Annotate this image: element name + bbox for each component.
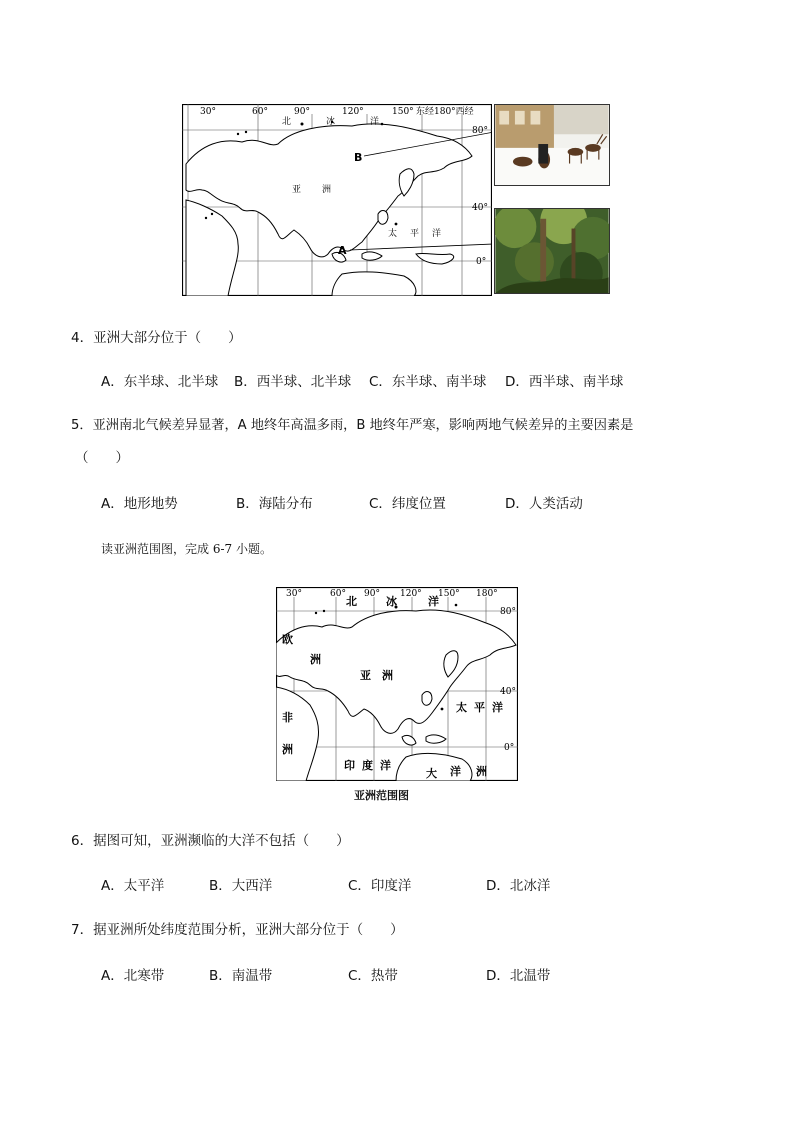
pacific-char-2: 平 [410, 229, 420, 239]
m2-pacific-3: 洋 [492, 701, 503, 714]
q6-option-d[interactable]: D．北冰洋 [486, 878, 551, 894]
q7-option-d[interactable]: D．北温带 [486, 968, 551, 984]
m2-europe-2: 洲 [310, 653, 321, 666]
m2-europe-1: 欧 [282, 633, 293, 646]
m2-oceania-3: 洲 [476, 765, 487, 778]
rainforest-photo [494, 208, 610, 294]
q7-option-c[interactable]: C．热带 [348, 968, 398, 984]
q4-option-a[interactable]: A．东半球、北半球 [101, 374, 219, 390]
q4-option-c[interactable]: C．东半球、南半球 [369, 374, 487, 390]
m2-indian-3: 洋 [380, 759, 391, 772]
q7-option-a[interactable]: A．北寒带 [101, 968, 165, 984]
m2-africa-1: 非 [282, 711, 293, 724]
pacific-char-1: 太 [388, 229, 398, 239]
asia-char-2: 洲 [322, 185, 332, 195]
q4-option-d[interactable]: D．西半球、南半球 [505, 374, 624, 390]
question-5-stem-cont: （ ） [75, 450, 129, 466]
asia-map-1 [182, 104, 492, 296]
m2-arctic-2: 冰 [386, 595, 397, 608]
m2-asia-2: 洲 [382, 669, 393, 682]
question-6-stem: 6．据图可知，亚洲濒临的大洋不包括（ ） [71, 833, 350, 849]
reindeer-sled-photo [494, 104, 610, 186]
m2-lat-80: 80° [500, 607, 516, 617]
m2-lat-0: 0° [504, 743, 515, 753]
lon-120: 120° [342, 107, 364, 117]
lat-40: 40° [472, 203, 488, 213]
lat-0: 0° [476, 257, 487, 267]
m2-oceania-2: 洋 [450, 765, 461, 778]
lon-150: 150° [392, 107, 414, 117]
lat-80: 80° [472, 126, 488, 136]
section-intro: 读亚洲范围图，完成 6-7 小题。 [101, 542, 272, 556]
lon-90: 90° [294, 107, 310, 117]
question-7-stem: 7．据亚洲所处纬度范围分析，亚洲大部分位于（ ） [71, 922, 404, 938]
q4-option-b[interactable]: B．西半球、北半球 [234, 374, 352, 390]
q5-option-b[interactable]: B．海陆分布 [236, 496, 313, 512]
m2-arctic-1: 北 [346, 595, 357, 608]
asia-map-2 [276, 587, 518, 781]
m2-arctic-3: 洋 [428, 595, 439, 608]
m2-lon-60: 60° [330, 589, 346, 599]
m2-lon-90: 90° [364, 589, 380, 599]
asia-char-1: 亚 [292, 185, 302, 195]
m2-lon-120: 120° [400, 589, 422, 599]
point-a-label: A [338, 244, 347, 257]
point-b-label: B [354, 151, 363, 164]
q6-option-b[interactable]: B．大西洋 [209, 878, 273, 894]
q5-option-a[interactable]: A．地形地势 [101, 496, 178, 512]
ocean-char-1: 北 [282, 117, 292, 127]
question-5-stem: 5．亚洲南北气候差异显著，A 地终年高温多雨，B 地终年严寒，影响两地气候差异的主要因素是 [71, 418, 634, 433]
m2-pacific-2: 平 [474, 701, 485, 714]
ocean-char-2: 冰 [326, 117, 336, 127]
q5-option-c[interactable]: C．纬度位置 [369, 496, 446, 512]
question-4-stem: 4．亚洲大部分位于（ ） [71, 330, 242, 346]
q7-option-b[interactable]: B．南温带 [209, 968, 273, 984]
lon-60: 60° [252, 107, 268, 117]
m2-indian-2: 度 [362, 759, 373, 772]
m2-lon-30: 30° [286, 589, 302, 599]
m2-oceania-1: 大 [426, 767, 437, 780]
m2-lon-180: 180° [476, 589, 498, 599]
m2-pacific-1: 太 [456, 701, 467, 714]
q6-option-a[interactable]: A．太平洋 [101, 878, 165, 894]
lon-180: 东经180°西经 [416, 107, 474, 117]
ocean-char-3: 洋 [370, 117, 380, 127]
m2-africa-2: 洲 [282, 743, 293, 756]
q5-option-d[interactable]: D．人类活动 [505, 496, 583, 512]
map-caption: 亚洲范围图 [354, 789, 409, 802]
m2-lon-150: 150° [438, 589, 460, 599]
pacific-char-3: 洋 [432, 229, 442, 239]
lon-30: 30° [200, 107, 216, 117]
m2-indian-1: 印 [344, 759, 355, 772]
q6-option-c[interactable]: C．印度洋 [348, 878, 412, 894]
m2-lat-40: 40° [500, 687, 516, 697]
m2-asia-1: 亚 [360, 669, 371, 682]
